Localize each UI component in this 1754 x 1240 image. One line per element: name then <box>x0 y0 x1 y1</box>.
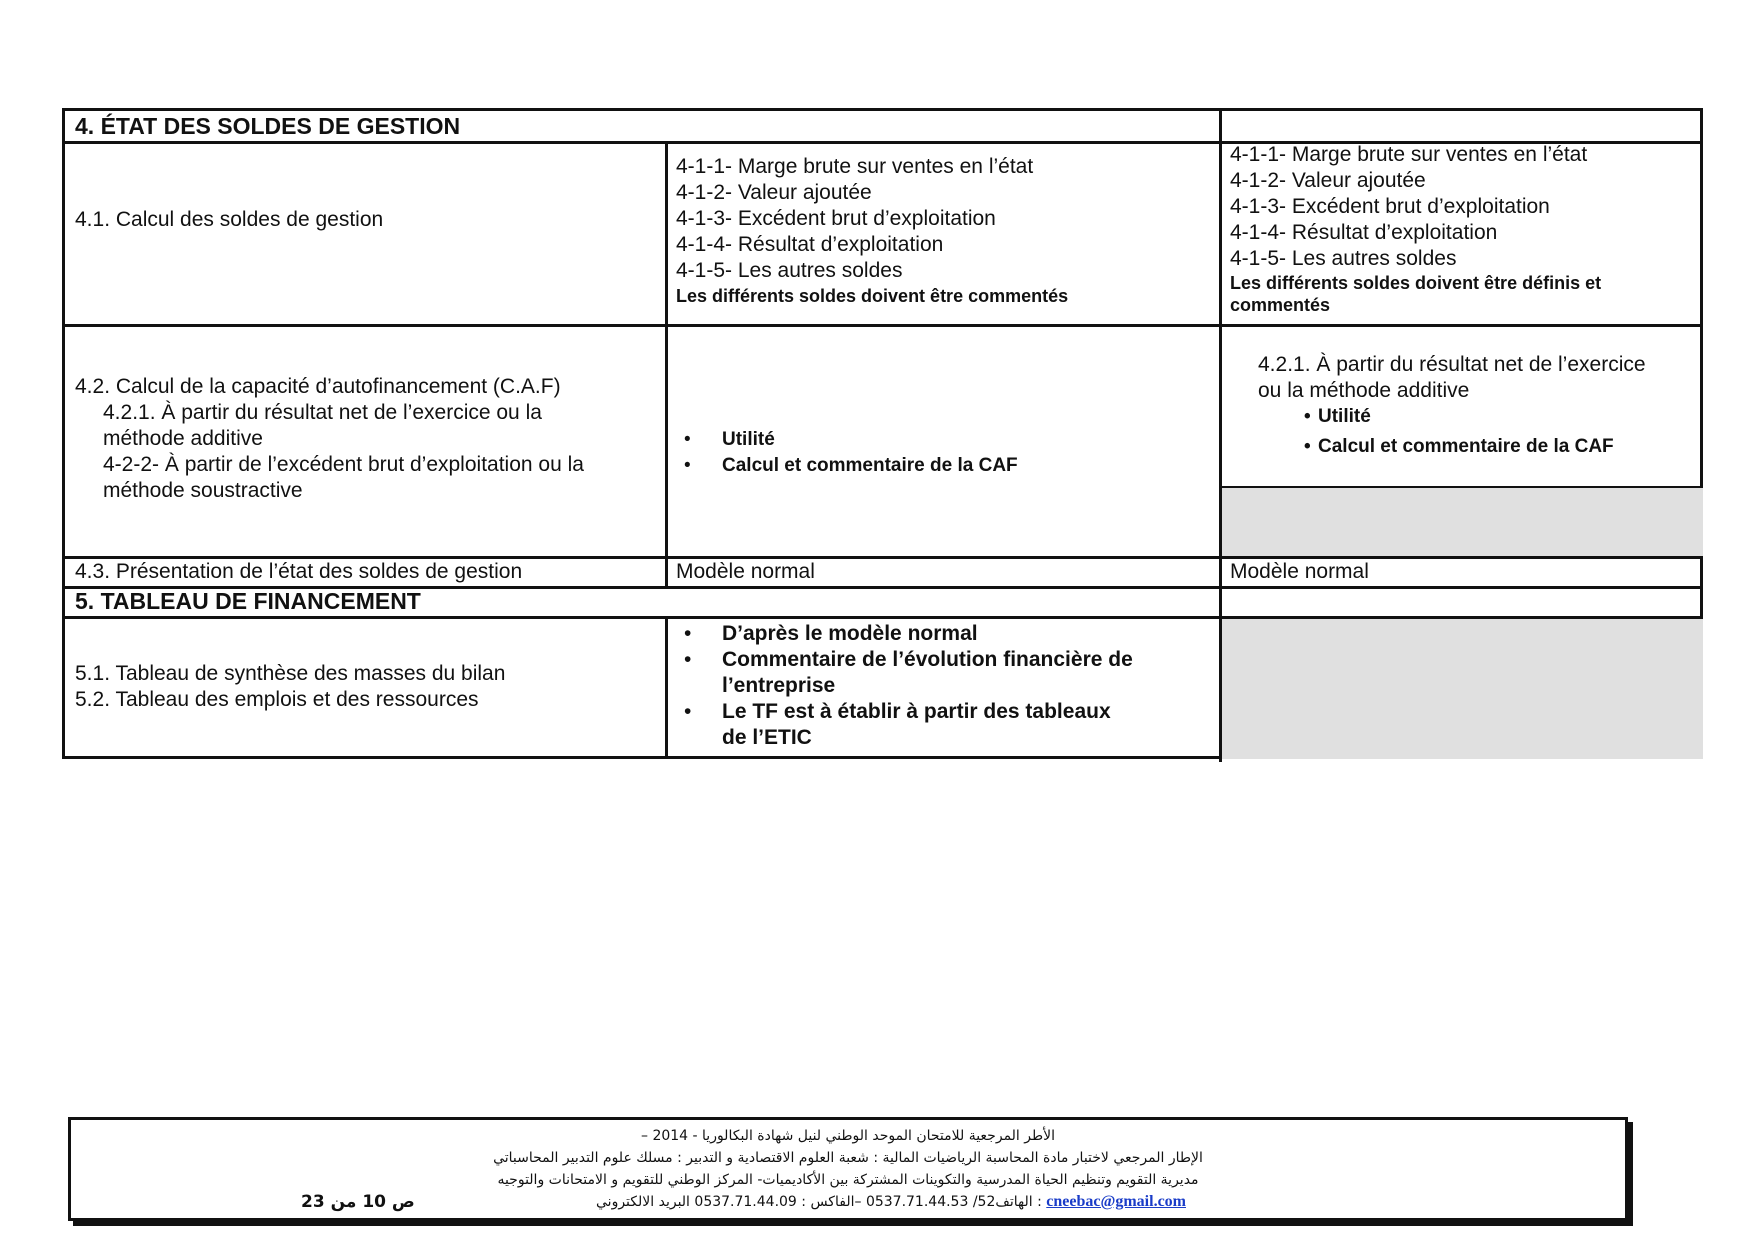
list-item: 4-1-3- Excédent brut d’exploitation <box>676 207 996 230</box>
bullet-item: • Le TF est à établir à partir des tableaux <box>676 699 1133 725</box>
row-divider <box>65 324 1700 327</box>
bullet-item: • Utilité <box>1304 404 1646 430</box>
page-footer <box>68 1117 1628 1221</box>
sub-item: ou la méthode additive <box>1258 379 1470 402</box>
assessment-table <box>62 108 1703 759</box>
bullet-item: • Utilité <box>676 427 1018 453</box>
empty-shaded-cell <box>1222 488 1703 556</box>
col-divider <box>665 616 668 759</box>
row-5-requirements <box>676 621 1133 751</box>
contact-info: الهاتف52/ 0537.71.44.53 –الفاكس : 0537.71.44.09 البريد الالكتروني : <box>596 1194 1042 1210</box>
list-item: 4-1-4- Résultat d’exploitation <box>676 233 944 256</box>
email-link[interactable]: cneebac@gmail.com <box>1046 1193 1186 1210</box>
bullet-item: • D’après le modèle normal <box>676 621 1133 647</box>
bullet-item: • Calcul et commentaire de la CAF <box>676 453 1018 479</box>
row-5-label <box>75 661 505 713</box>
footer-contact-row <box>521 1192 1261 1212</box>
list-item: 4-1-3- Excédent brut d’exploitation <box>1230 195 1550 218</box>
sub-item: 4.2.1. À partir du résultat net de l’exercice <box>1258 353 1646 376</box>
sub-item: 4.2.1. À partir du résultat net de l’exercice ou la <box>103 401 542 424</box>
section-4-title: 4. ÉTAT DES SOLDES DE GESTION <box>75 113 461 139</box>
bullet-continuation: de l’ETIC <box>722 726 812 749</box>
row-divider <box>1222 486 1700 488</box>
section-5-title: 5. TABLEAU DE FINANCEMENT <box>75 588 421 614</box>
row-4-3-label: 4.3. Présentation de l’état des soldes de gestion <box>75 560 523 583</box>
row-4-3-requirements: Modèle normal <box>676 560 815 583</box>
note: Les différents soldes doivent être commentés <box>676 286 1069 306</box>
bullet-continuation: l’entreprise <box>722 674 836 697</box>
list-item: 4-1-2- Valeur ajoutée <box>1230 169 1426 192</box>
row-4-2-label <box>75 374 584 504</box>
empty-shaded-cell <box>1222 619 1703 759</box>
bullet-item: • Calcul et commentaire de la CAF <box>1304 434 1646 460</box>
sub-item: méthode additive <box>103 427 263 450</box>
sub-item: méthode soustractive <box>103 479 303 502</box>
footer-line: مديرية التقويم وتنظيم الحياة المدرسية والتكوينات المشتركة بين الأكاديميات- المركز الوطني للتقويم و الامتحانات والتوجيه <box>497 1172 1199 1188</box>
item: 5.1. Tableau de synthèse des masses du bilan <box>75 662 506 685</box>
item: 5.2. Tableau des emplois et des ressources <box>75 688 479 711</box>
page-number: ص 10 من 23 <box>301 1192 415 1212</box>
col-divider <box>665 141 668 586</box>
heading: 4.2. Calcul de la capacité d’autofinancement (C.A.F) <box>75 375 561 398</box>
list-item: 4-1-4- Résultat d’exploitation <box>1230 221 1498 244</box>
list-item: 4-1-1- Marge brute sur ventes en l’état <box>1230 143 1588 166</box>
note: commentés <box>1230 295 1331 315</box>
list-item: 4-1-5- Les autres soldes <box>1230 247 1457 270</box>
row-4-1-label: 4.1. Calcul des soldes de gestion <box>75 208 384 231</box>
footer-line: الأطر المرجعية للامتحان الموحد الوطني لنيل شهادة البكالوريا - 2014 – <box>640 1128 1056 1144</box>
list-item: 4-1-5- Les autres soldes <box>676 259 903 282</box>
row-4-1-criteria <box>1230 142 1601 316</box>
row-4-3-criteria: Modèle normal <box>1230 560 1369 583</box>
row-4-2-requirements <box>676 427 1018 479</box>
row-4-2-criteria <box>1258 352 1646 460</box>
footer-line: الإطار المرجعي لاختبار مادة المحاسبة الرياضيات المالية : شعبة العلوم الاقتصادية و التدبير : مسلك علوم التدبير المحاسباتي <box>493 1150 1203 1166</box>
row-4-1-requirements <box>676 154 1068 308</box>
note: Les différents soldes doivent être définis et <box>1230 273 1602 293</box>
list-item: 4-1-2- Valeur ajoutée <box>676 181 872 204</box>
sub-item: 4-2-2- À partir de l’excédent brut d’exploitation ou la <box>103 453 584 476</box>
bullet-item: • Commentaire de l’évolution financière de <box>676 647 1133 673</box>
list-item: 4-1-1- Marge brute sur ventes en l’état <box>676 155 1034 178</box>
